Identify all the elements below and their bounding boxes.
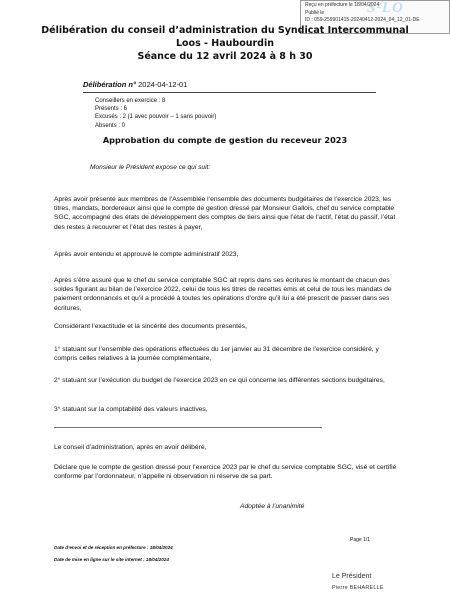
deliberation-id: 2024-04-12-01 (138, 80, 188, 89)
paragraph-statuant-1: 1° statuant sur l’ensemble des opérations effectuées du 1er janvier au 31 décembre de l’exercice considéré, y compris celles relatives à la journée complémentaire, (54, 346, 379, 363)
paragraph-statuant-3: 3° statuant sur la comptabilité des valeurs inactives, (54, 406, 208, 413)
attendance-counts (95, 97, 216, 130)
paragraph-ecritures: Après s’être assuré que le chef du service comptable SGC ait repris dans ses écritures le montant de chacun des soldes figurant au bilan de l’exercice 2022, celui de tous les titres de recettes émis et celui de tous les mandats de paiement ordonnancés et qu’il a procédé à toutes les opérations d’ordre qu’il lui a été prescrit de passer dans ses écritures, (54, 277, 392, 312)
date-online: Date de mise en ligne sur le site internet : 18/04/2024 (54, 557, 169, 562)
expose-line: Monsieur le Président expose ce qui suit: (90, 164, 211, 171)
session-date: Séance du 12 avril 2024 à 8 h 30 (137, 51, 313, 62)
header-title: Délibération du conseil d’administration du Syndicat Intercommunal (41, 25, 409, 36)
count-excused: Excusés : 2 (1 avec pouvoir – 1 sans pouvoir) (95, 114, 217, 121)
deliberation-label: Délibération n° (83, 80, 137, 89)
president-name: Pierre BEHARELLE (332, 585, 384, 591)
approval-title: Approbation du compte de gestion du receveur 2023 (102, 135, 348, 145)
stamp-received-line: Reçu en préfecture le 18/04/2024 (305, 2, 380, 8)
declaration-paragraph: Déclare que le compte de gestion dressé pour l’exercice 2023 par le chef du service comptable SGC, visé et certifié conforme par l’ordonnateur, n’appelle ni observation ni réserve de sa part. (54, 464, 397, 481)
stamp-published-line: Publié le (305, 9, 325, 16)
paragraph-statuant-2: 2° statuant sur l’exécution du budget de l’exercice 2023 en ce qui concerne les différentes sections budgétaires, (54, 377, 385, 384)
page-number: Page 1/1 (350, 537, 371, 543)
count-present: Présents : 6 (95, 106, 128, 113)
date-prefecture: Date d’envoi et de réception en préfecture : 18/04/2024 (54, 545, 173, 550)
count-absent: Absents : 0 (95, 122, 126, 129)
separator-line (54, 427, 322, 428)
s2lo-logo: S²LO (367, 0, 404, 16)
count-members: Conseillers en exercice : 8 (95, 98, 166, 104)
paragraph-documents: Après avoir présenté aux membres de l’Assemblée l’ensemble des documents budgétaires de l’exercice 2023, les titres, mandats, bordereaux ainsi que le compte de gestion dressé par Monsieur Gallois, chef du service comptable SGC, accompagné des états de développement des comptes de tiers ainsi que l’état de l’actif, l’état du passif, l’état des restes à recouvrer et l’état des restes à payer, (54, 196, 396, 231)
adopted-line: Adoptée à l’unanimité (240, 503, 305, 510)
president-title: Le Président (332, 573, 372, 580)
conclusion-line: Le conseil d’administration, après en avoir délibéré, (54, 444, 207, 451)
header-rule (83, 92, 376, 93)
stamp-id-line: ID : 059-259901415-20240412-2024_04_12_01-DE (305, 17, 420, 23)
paragraph-considerant: Considérant l’exactitude et la sincérité des documents présentés, (54, 323, 247, 330)
header-subtitle: Loos - Haubourdin (175, 38, 275, 49)
deliberation-number (83, 80, 187, 89)
paragraph-compte-administratif: Après avoir entendu et approuvé le compte administratif 2023, (54, 251, 239, 258)
